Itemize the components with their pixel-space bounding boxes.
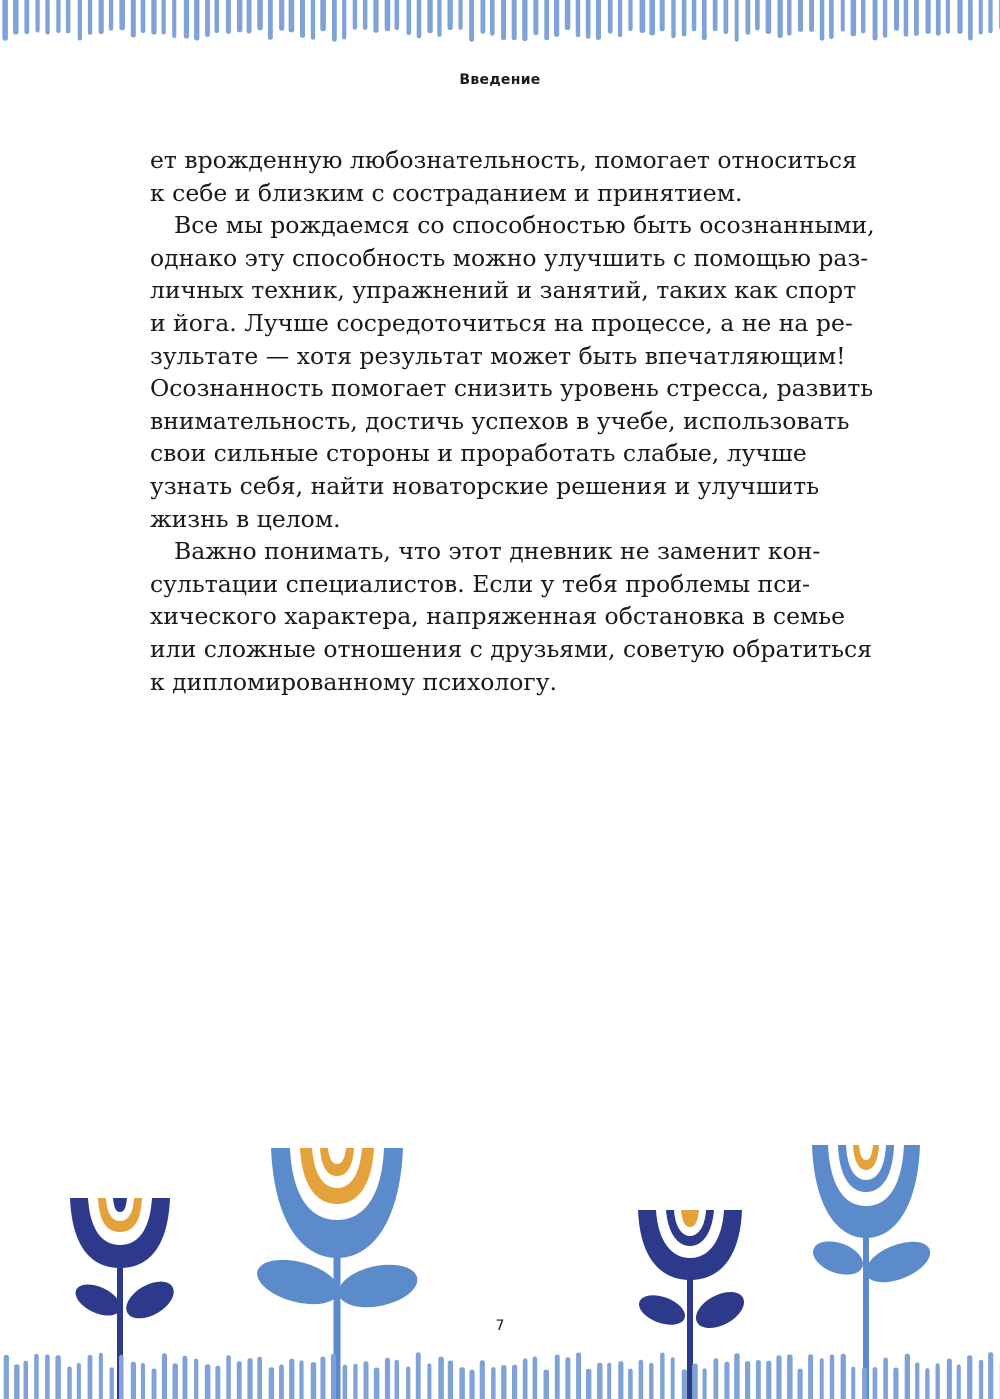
stripe-mark: [798, 1369, 803, 1399]
stripe-mark: [692, 1364, 698, 1399]
stripe-mark: [119, 0, 125, 30]
stripe-mark: [343, 1365, 348, 1399]
stripe-mark: [862, 1368, 867, 1399]
stripe-mark: [448, 1361, 453, 1399]
stripe-mark: [586, 1369, 591, 1399]
stripe-mark: [533, 1357, 538, 1399]
stripe-mark: [184, 0, 189, 39]
stripe-mark: [967, 1355, 972, 1399]
stripe-mark: [746, 0, 751, 35]
stripe-mark: [257, 0, 263, 30]
stripe-mark: [544, 1370, 550, 1399]
stripe-mark: [88, 1355, 93, 1399]
stripe-mark: [395, 0, 400, 30]
stripe-mark: [279, 0, 284, 31]
stripe-mark: [289, 1359, 294, 1399]
stripe-mark: [469, 0, 474, 42]
stripe-mark: [628, 1369, 633, 1399]
stripe-mark: [332, 0, 337, 42]
stripe-mark: [544, 0, 549, 40]
stripe-mark: [936, 1363, 940, 1399]
stripe-mark: [406, 1367, 410, 1399]
stripe-mark: [565, 1357, 570, 1399]
stripe-mark: [714, 1358, 719, 1399]
stripe-mark: [215, 1366, 220, 1399]
stripe-mark: [555, 1355, 560, 1399]
stripe-mark: [373, 0, 378, 33]
page-number: 7: [495, 1318, 505, 1334]
stripe-mark: [787, 1355, 793, 1399]
text-line: Все мы рождаемся со способностью быть осознанными,: [174, 211, 875, 240]
stripe-mark: [24, 1361, 29, 1399]
stripe-mark: [141, 1363, 145, 1399]
stripe-mark: [608, 0, 613, 34]
stripe-mark: [565, 0, 571, 30]
stripe-mark: [279, 1365, 284, 1399]
stripe-mark: [55, 1355, 60, 1399]
stripe-mark: [385, 1358, 390, 1399]
stripe-mark: [88, 0, 92, 35]
stripe-mark: [289, 0, 295, 32]
stripe-mark: [501, 0, 506, 40]
text-line: личных техник, упражнений и занятий, таких как спорт: [150, 276, 857, 305]
stripe-mark: [893, 1368, 898, 1399]
stripe-mark: [724, 1362, 729, 1399]
stripe-mark: [576, 1353, 581, 1399]
stripe-mark: [320, 1357, 325, 1399]
stripe-mark: [205, 0, 210, 37]
stripe-mark: [427, 1363, 431, 1399]
stripe-mark: [766, 0, 772, 34]
stripe-mark: [45, 0, 49, 35]
stripe-mark: [215, 0, 220, 33]
stripe-mark: [809, 0, 814, 32]
stripe-mark: [480, 1360, 485, 1399]
stripe-mark: [194, 1359, 198, 1399]
stripe-mark: [671, 1357, 675, 1399]
stripe-mark: [110, 1367, 114, 1399]
text-line: зультате — хотя результат может быть впечатляющим!: [150, 341, 846, 370]
stripe-mark: [141, 0, 146, 33]
text-line: Важно понимать, что этот дневник не заменит кон-: [174, 537, 821, 566]
text-line: хического характера, напряженная обстановка в семье: [150, 602, 845, 631]
text-line: внимательность, достичь успехов в учебе, использовать: [150, 406, 850, 435]
stripe-mark: [703, 1368, 707, 1399]
stripe-mark: [682, 1369, 687, 1399]
stripe-mark: [226, 0, 231, 34]
stripe-mark: [649, 0, 655, 35]
text-line: узнать себя, найти новаторские решения и улучшить: [150, 471, 820, 500]
stripe-mark: [660, 1353, 665, 1399]
stripe-mark: [458, 0, 462, 30]
stripe-mark: [808, 1354, 813, 1399]
stripe-mark: [671, 0, 675, 38]
stripe-mark: [787, 0, 791, 36]
stripe-mark: [374, 1368, 380, 1399]
stripe-mark: [237, 1361, 242, 1399]
stripe-mark: [829, 0, 834, 39]
stripe-mark: [172, 0, 176, 38]
stripe-mark: [968, 0, 973, 41]
text-line: к дипломированному психологу.: [150, 667, 558, 696]
stripe-mark: [109, 0, 113, 31]
stripe-mark: [151, 0, 156, 35]
text-line: или сложные отношения с друзьями, советую обратиться: [150, 634, 872, 663]
stripe-mark: [640, 0, 646, 33]
stripe-mark: [501, 1365, 506, 1399]
stripe-mark: [596, 0, 601, 40]
stripe-mark: [300, 0, 305, 38]
stripe-mark: [851, 1367, 855, 1399]
stripe-mark: [416, 1352, 421, 1399]
stripe-mark: [979, 0, 983, 35]
stripe-mark: [131, 0, 136, 38]
stripe-mark: [342, 0, 346, 40]
stripe-mark: [269, 1367, 274, 1399]
stripe-mark: [299, 1360, 303, 1399]
stripe-mark: [437, 0, 441, 37]
text-line: и йога. Лучше сосредоточиться на процессе, а не на ре-: [150, 308, 853, 337]
stripe-mark: [512, 1365, 517, 1399]
stripe-mark: [649, 1363, 653, 1399]
stripe-mark: [34, 1354, 39, 1399]
stripe-mark: [607, 1363, 611, 1399]
stripe-mark: [766, 1361, 771, 1399]
stripe-mark: [99, 1353, 103, 1399]
stripe-mark: [851, 0, 857, 36]
text-line: однако эту способность можно улучшить с помощью раз-: [150, 243, 869, 272]
stripe-mark: [755, 0, 760, 30]
stripe-mark: [311, 1362, 317, 1399]
stripe-mark: [131, 1362, 136, 1399]
stripe-mark: [926, 0, 931, 34]
text-line: к себе и близким с состраданием и принятием.: [150, 178, 743, 207]
stripe-mark: [734, 1353, 740, 1399]
stripe-mark: [205, 1364, 211, 1399]
stripe-mark: [597, 1363, 602, 1399]
stripe-mark: [67, 1367, 72, 1399]
stripe-mark: [873, 0, 878, 40]
stripe-mark: [756, 1360, 761, 1399]
stripe-mark: [988, 0, 992, 33]
stripe-mark: [162, 1353, 167, 1399]
stripe-mark: [745, 1361, 750, 1399]
stripe-mark: [77, 1363, 81, 1399]
text-line: ет врожденную любознательность, помогает относиться: [150, 146, 857, 174]
stripe-mark: [915, 1362, 919, 1399]
stripe-mark: [873, 1367, 878, 1399]
stripe-mark: [957, 0, 962, 34]
stripe-mark: [247, 1358, 252, 1399]
stripe-mark: [925, 1368, 929, 1399]
stripe-mark: [702, 0, 707, 40]
stripe-mark: [4, 1355, 9, 1399]
stripe-mark: [947, 1359, 952, 1399]
stripe-mark: [459, 1367, 465, 1399]
stripe-mark: [56, 0, 60, 33]
stripe-mark: [173, 1363, 179, 1399]
stripe-mark: [481, 0, 486, 34]
stripe-mark: [841, 1354, 846, 1399]
stripe-mark: [407, 0, 412, 35]
stripe-mark: [24, 0, 29, 34]
stripe-mark: [247, 0, 252, 34]
stripe-mark: [820, 0, 825, 41]
stripe-mark: [735, 0, 739, 42]
stripe-mark: [13, 0, 18, 35]
stripe-mark: [894, 0, 899, 31]
stripe-mark: [628, 0, 632, 31]
stripe-mark: [778, 0, 783, 38]
stripe-mark: [724, 0, 729, 34]
stripe-mark: [491, 1367, 496, 1399]
stripe-mark: [417, 0, 422, 38]
text-line: Осознанность помогает снизить уровень стресса, развить: [150, 374, 874, 403]
stripe-mark: [798, 0, 803, 32]
stripe-mark: [363, 0, 368, 30]
stripe-mark: [353, 1364, 357, 1399]
stripe-mark: [841, 0, 845, 32]
stripe-mark: [162, 0, 166, 35]
stripe-mark: [152, 1369, 157, 1399]
stripe-mark: [490, 0, 495, 36]
stripe-mark: [660, 0, 665, 31]
stripe-mark: [988, 1352, 993, 1399]
stripe-mark: [448, 0, 453, 30]
stripe-mark: [14, 1364, 20, 1399]
stripe-mark: [2, 0, 8, 41]
top-stripe-border: [0, 0, 1000, 50]
stripe-mark: [523, 1358, 528, 1399]
stripe-mark: [237, 0, 243, 32]
stripe-mark: [904, 0, 909, 37]
text-line: сультации специалистов. Если у тебя проблемы пси-: [150, 569, 810, 598]
stripe-mark: [776, 1355, 781, 1399]
stripe-mark: [692, 0, 697, 31]
bottom-stripe-border: [0, 1352, 1000, 1399]
stripe-mark: [78, 0, 82, 41]
stripe-mark: [618, 0, 622, 37]
stripe-mark: [914, 0, 919, 36]
stripe-mark: [469, 1370, 474, 1399]
stripe-mark: [576, 0, 581, 37]
text-line: жизнь в целом.: [150, 504, 341, 533]
stripe-mark: [311, 0, 315, 40]
text-line: свои сильные стороны и проработать слабые, лучше: [150, 439, 807, 468]
stripe-mark: [183, 1356, 188, 1399]
stripe-mark: [36, 0, 40, 33]
stripe-mark: [533, 0, 538, 35]
stripe-mark: [682, 0, 687, 36]
stripe-mark: [395, 1360, 400, 1399]
stripe-mark: [830, 1355, 834, 1399]
stripe-mark: [713, 0, 718, 31]
stripe-mark: [427, 0, 432, 33]
running-head: Введение: [459, 72, 541, 88]
stripe-mark: [861, 0, 865, 33]
stripe-mark: [45, 1355, 50, 1399]
stripe-mark: [512, 0, 517, 40]
stripe-mark: [936, 0, 941, 36]
stripe-mark: [268, 0, 273, 40]
stripe-mark: [194, 0, 199, 41]
stripe-mark: [364, 1361, 369, 1399]
stripe-mark: [905, 1354, 910, 1399]
stripe-mark: [820, 1358, 824, 1399]
stripe-mark: [119, 1355, 124, 1399]
stripe-mark: [331, 1354, 336, 1399]
stripe-mark: [257, 1357, 262, 1399]
stripe-mark: [438, 1357, 444, 1399]
body-text: [150, 144, 875, 698]
stripe-mark: [522, 0, 527, 41]
stripe-mark: [618, 1361, 623, 1399]
stripe-mark: [554, 0, 559, 37]
stripe-mark: [226, 1355, 231, 1399]
stripe-mark: [385, 0, 391, 31]
stripe-mark: [883, 0, 887, 38]
stripe-mark: [979, 1360, 983, 1399]
stripe-mark: [66, 0, 71, 33]
stripe-mark: [639, 1360, 644, 1399]
stripe-mark: [99, 0, 104, 34]
stripe-mark: [883, 1358, 888, 1399]
stripe-mark: [946, 0, 950, 34]
stripe-mark: [353, 0, 357, 30]
stripe-mark: [320, 0, 326, 31]
stripe-mark: [957, 1364, 961, 1399]
stripe-mark: [586, 0, 591, 39]
